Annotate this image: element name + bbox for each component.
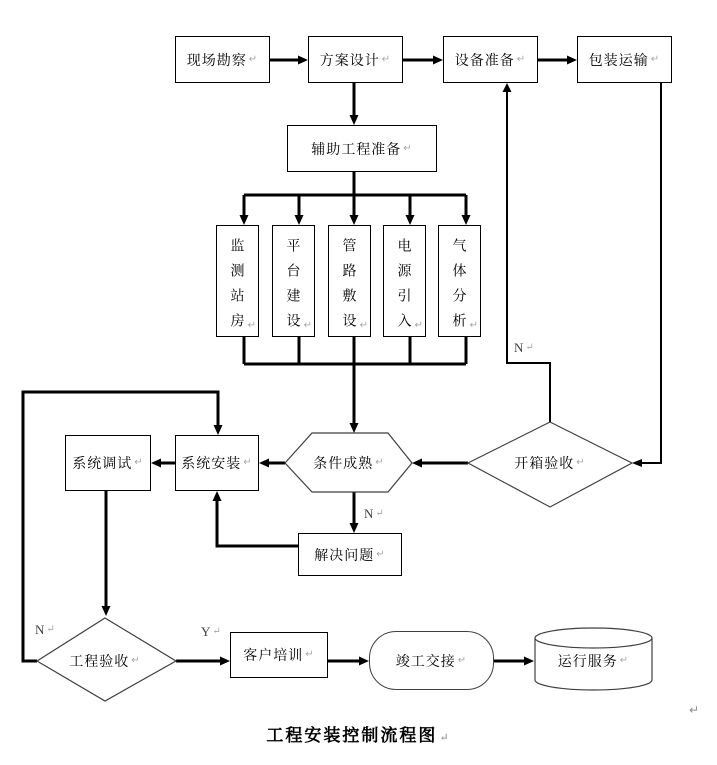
packing-transport-label: 包装运输 xyxy=(588,51,649,68)
customer-training-box xyxy=(230,632,328,678)
pipeline-laying-box xyxy=(328,225,371,337)
pilcrow-mark: ↵ xyxy=(576,457,586,468)
pilcrow-mark: ↵ xyxy=(375,508,384,519)
pilcrow-mark: ↵ xyxy=(516,53,527,65)
pilcrow-mark: ↵ xyxy=(212,626,221,637)
system-install-label: 系统安装 xyxy=(181,455,242,471)
auxiliary-prep-box xyxy=(287,125,437,172)
pilcrow-mark: ↵ xyxy=(134,457,144,468)
branch-label-acceptance-no xyxy=(35,622,55,638)
pilcrow-mark: ↵ xyxy=(414,320,424,331)
gas-analysis-box xyxy=(438,225,481,337)
gas-analysis-label: 气体分析 xyxy=(451,238,468,338)
monitor-station-label: 监测站房 xyxy=(229,238,246,338)
pilcrow-mark: ↵ xyxy=(376,548,386,560)
pilcrow-mark: ↵ xyxy=(243,457,253,468)
branch-n-text: N xyxy=(35,622,45,637)
equipment-prep-box xyxy=(443,36,538,83)
site-survey-label: 现场勘察 xyxy=(186,51,247,68)
page-paragraph-mark: ↵ xyxy=(689,703,700,717)
equipment-prep-label: 设备准备 xyxy=(454,51,515,68)
project-acceptance-label xyxy=(45,647,165,675)
project-acceptance-text: 工程验收 xyxy=(69,653,130,669)
completion-handover-label: 竣工交接 xyxy=(395,652,456,669)
pilcrow-mark: ↵ xyxy=(46,624,55,635)
pilcrow-mark: ↵ xyxy=(525,342,534,353)
scheme-design-label: 方案设计 xyxy=(319,51,380,68)
unboxing-acceptance-label xyxy=(490,449,610,477)
branch-n-text: N xyxy=(364,506,374,521)
operation-service-label xyxy=(535,647,652,675)
branch-y-text: Y xyxy=(201,624,211,639)
pilcrow-mark: ↵ xyxy=(469,320,479,331)
solve-problem-box xyxy=(298,533,402,576)
customer-training-label: 客户培训 xyxy=(243,647,304,663)
unboxing-acceptance-text: 开箱验收 xyxy=(514,455,575,471)
pipeline-laying-label: 管路敷设 xyxy=(341,238,358,338)
flow-lines-return xyxy=(507,83,661,463)
packing-transport-box xyxy=(577,36,672,83)
power-inlet-label: 电源引入 xyxy=(396,238,413,338)
pilcrow-mark: ↵ xyxy=(248,53,259,65)
pilcrow-mark: ↵ xyxy=(375,457,385,468)
pilcrow-mark: ↵ xyxy=(381,53,392,65)
scheme-design-box xyxy=(308,36,403,83)
platform-build-box xyxy=(272,225,315,337)
operation-service-cylinder-top xyxy=(535,628,652,648)
pilcrow-mark: ↵ xyxy=(650,53,661,65)
conditions-ready-text: 条件成熟 xyxy=(313,455,374,471)
pilcrow-mark: ↵ xyxy=(403,142,413,154)
site-survey-box xyxy=(175,36,270,83)
platform-build-label: 平台建设 xyxy=(285,238,302,338)
flowchart-title-text: 工程安装控制流程图 xyxy=(266,726,438,745)
auxiliary-prep-label: 辅助工程准备 xyxy=(311,140,402,157)
monitor-station-box xyxy=(216,225,259,337)
branch-n-text: N xyxy=(514,340,524,355)
pilcrow-mark: ↵ xyxy=(131,655,141,666)
flowchart-title xyxy=(0,721,717,746)
solve-problem-label: 解决问题 xyxy=(314,546,375,563)
system-debug-label: 系统调试 xyxy=(72,455,133,471)
system-debug-box xyxy=(65,435,151,491)
conditions-ready-label xyxy=(287,449,411,477)
system-install-box xyxy=(175,435,259,491)
operation-service-text: 运行服务 xyxy=(557,653,618,669)
power-inlet-box xyxy=(383,225,426,337)
pilcrow-mark: ↵ xyxy=(457,654,468,666)
pilcrow-mark: ↵ xyxy=(247,320,257,331)
pilcrow-mark: ↵ xyxy=(359,320,369,331)
branch-label-conditions-no xyxy=(364,506,384,522)
pilcrow-mark: ↵ xyxy=(303,320,313,331)
pilcrow-mark: ↵ xyxy=(305,649,315,660)
pilcrow-mark: ↵ xyxy=(619,655,630,666)
completion-handover-terminator xyxy=(369,631,494,690)
branch-label-acceptance-yes xyxy=(201,624,221,640)
branch-label-unboxing-no xyxy=(514,340,534,356)
pilcrow-mark: ↵ xyxy=(439,732,451,744)
